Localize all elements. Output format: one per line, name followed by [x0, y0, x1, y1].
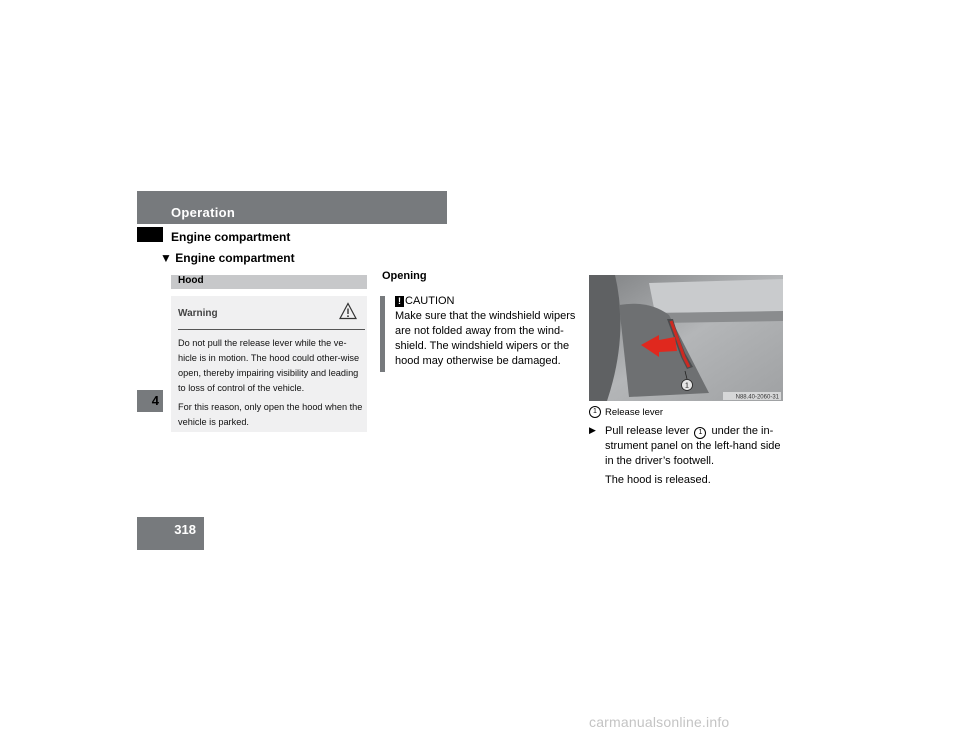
caption-text: Release lever — [605, 406, 664, 418]
hood-heading: Hood — [178, 275, 204, 286]
watermark: carmanualsonline.info — [589, 714, 730, 730]
warning-triangle-icon — [339, 302, 357, 320]
warning-box — [171, 296, 367, 432]
warning-divider — [178, 329, 365, 330]
black-marker-tab — [137, 227, 163, 242]
release-lever-photo — [589, 275, 783, 401]
step-text-after: under the in-strument panel on the left-hand side in the driver’s footwell. — [605, 425, 781, 467]
warning-text — [178, 336, 364, 434]
step-bullet-icon: ▶ — [589, 425, 596, 435]
caution-side-bar — [380, 296, 385, 372]
caption-number: 1 — [589, 406, 601, 418]
breadcrumb-arrow-icon: ▼ — [160, 251, 172, 265]
chapter-tab: 4 — [137, 390, 163, 412]
section-title: Operation — [171, 205, 236, 220]
caution-title: CAUTION — [405, 295, 455, 307]
step-result: The hood is released. — [605, 474, 711, 486]
page-number-box — [137, 517, 204, 550]
breadcrumb-label: Engine compartment — [175, 251, 295, 265]
figure-code: N88.40-2060-31 — [735, 394, 779, 401]
subsection-title: Engine compartment — [171, 230, 291, 244]
breadcrumb — [160, 251, 295, 265]
hood-heading-bar — [171, 275, 367, 289]
release-lever-illustration — [589, 275, 783, 401]
step-instruction — [605, 424, 785, 469]
opening-heading: Opening — [382, 270, 427, 282]
caution-text: Make sure that the windshield wipers are not folded away from the wind-shield. The windshield wipers or the hood may otherwise be damaged. — [395, 310, 576, 367]
warning-title: Warning — [178, 308, 218, 319]
caution-block — [395, 294, 577, 369]
step-text-before: Pull release lever — [605, 425, 690, 437]
page-number: 318 — [174, 522, 196, 537]
figure-caption — [589, 406, 663, 418]
caution-exclamation-icon: ! — [395, 296, 404, 307]
step-callout-number: 1 — [694, 427, 706, 439]
warning-paragraph: For this reason, only open the hood when the vehicle is parked. — [178, 402, 363, 427]
callout-number: 1 — [685, 382, 689, 390]
warning-paragraph: Do not pull the release lever while the ve-hicle is in motion. The hood could other-wise open, thereby impairing visibility and leading to loss of control of the vehicle. — [178, 338, 360, 393]
